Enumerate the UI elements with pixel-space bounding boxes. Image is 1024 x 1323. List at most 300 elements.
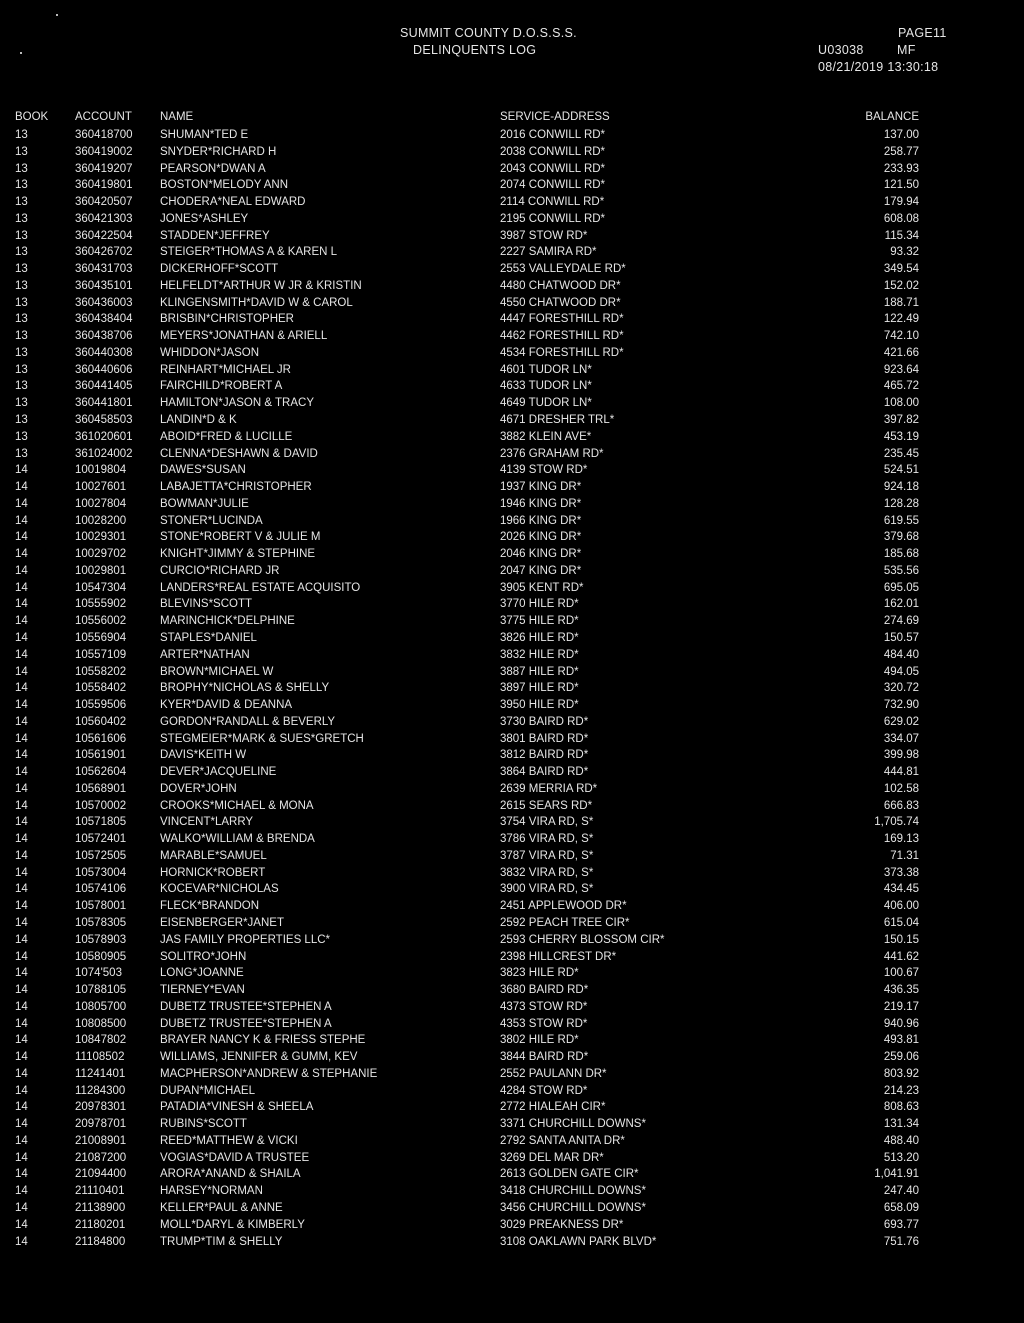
name-cell: STONER*LUCINDA xyxy=(160,514,263,527)
table-row xyxy=(0,714,1024,731)
balance-cell: 102.58 xyxy=(883,782,919,795)
name-cell: CLENNA*DESHAWN & DAVID xyxy=(160,447,318,460)
account-cell: 360418700 xyxy=(75,129,133,141)
balance-cell: 465.72 xyxy=(883,380,919,393)
account-cell: 11284300 xyxy=(75,1084,126,1097)
service-address-cell: 3844 BAIRD RD* xyxy=(500,1051,589,1064)
account-cell: 10847802 xyxy=(75,1034,127,1047)
balance-cell: 108.00 xyxy=(883,397,919,410)
balance-cell: 399.98 xyxy=(883,749,919,762)
table-row xyxy=(0,1234,1024,1251)
account-cell: 360440308 xyxy=(75,346,133,359)
service-address-cell: 3770 HILE RD* xyxy=(500,598,579,611)
account-cell: 10029801 xyxy=(75,564,127,577)
service-address-cell: 4601 TUDOR LN* xyxy=(500,363,592,376)
table-row xyxy=(0,630,1024,647)
name-cell: BRISBIN*CHRISTOPHER xyxy=(160,313,294,326)
account-cell: 10574106 xyxy=(75,883,127,896)
account-cell: 10572505 xyxy=(75,849,127,862)
table-row xyxy=(0,647,1024,664)
table-row xyxy=(0,328,1024,345)
service-address-cell: 4671 DRESHER TRL* xyxy=(500,414,615,427)
table-row xyxy=(0,949,1024,966)
table-row xyxy=(0,1133,1024,1150)
name-cell: STAPLES*DANIEL xyxy=(160,631,257,644)
book-cell: 14 xyxy=(15,1134,28,1147)
table-row xyxy=(0,1099,1024,1116)
service-address-cell: 4373 STOW RD* xyxy=(500,1000,588,1013)
book-cell: 14 xyxy=(15,699,28,712)
service-address-cell: 4480 CHATWOOD DR* xyxy=(500,279,621,292)
balance-cell: 100.67 xyxy=(883,967,919,980)
book-cell: 13 xyxy=(15,229,28,242)
table-row xyxy=(0,1032,1024,1049)
account-cell: 360440606 xyxy=(75,363,133,376)
service-address-cell: 2046 KING DR* xyxy=(500,548,582,561)
account-cell: 10572401 xyxy=(75,833,127,846)
table-row xyxy=(0,446,1024,463)
book-cell: 13 xyxy=(15,246,28,259)
table-row xyxy=(0,613,1024,630)
account-cell: 10027804 xyxy=(75,497,127,510)
table-row xyxy=(0,529,1024,546)
account-cell: 361024002 xyxy=(75,447,133,460)
table-row xyxy=(0,546,1024,563)
account-cell: 360419002 xyxy=(75,145,133,158)
account-cell: 10558202 xyxy=(75,665,127,678)
account-cell: 361020601 xyxy=(75,430,133,443)
service-address-cell: 2074 CONWILL RD* xyxy=(500,179,606,192)
balance-cell: 259.06 xyxy=(883,1051,919,1064)
service-address-cell: 3987 STOW RD* xyxy=(500,229,588,242)
name-cell: LABAJETTA*CHRISTOPHER xyxy=(160,481,312,494)
name-cell: DUBETZ TRUSTEE*STEPHEN A xyxy=(160,1000,332,1013)
service-address-cell: 3801 BAIRD RD* xyxy=(500,732,589,745)
book-cell: 14 xyxy=(15,749,28,762)
name-cell: SHUMAN*TED E xyxy=(160,129,249,141)
service-address-cell: 2792 SANTA ANITA DR* xyxy=(500,1134,625,1147)
service-address-cell: 3456 CHURCHILL DOWNS* xyxy=(500,1202,646,1214)
table-row xyxy=(0,1016,1024,1033)
account-cell: 21138900 xyxy=(75,1202,126,1214)
name-cell: TIERNEY*EVAN xyxy=(160,984,245,997)
name-cell: SNYDER*RICHARD H xyxy=(160,145,277,158)
book-cell: 14 xyxy=(15,531,28,544)
account-cell: 21008901 xyxy=(75,1134,127,1147)
account-cell: 10556904 xyxy=(75,631,127,644)
scan-speck xyxy=(56,14,58,16)
account-cell: 360421303 xyxy=(75,212,133,225)
balance-cell: 732.90 xyxy=(883,699,919,712)
service-address-cell: 3950 HILE RD* xyxy=(500,699,579,712)
name-cell: CROOKS*MICHAEL & MONA xyxy=(160,799,314,812)
table-row xyxy=(0,814,1024,831)
table-row xyxy=(0,781,1024,798)
service-address-cell: 2043 CONWILL RD* xyxy=(500,162,606,175)
name-cell: KNIGHT*JIMMY & STEPHINE xyxy=(160,548,316,561)
table-row xyxy=(0,211,1024,228)
account-cell: 10029301 xyxy=(75,531,127,544)
balance-cell: 441.62 xyxy=(883,950,919,963)
account-cell: 360426702 xyxy=(75,246,133,259)
account-cell: 10571805 xyxy=(75,816,127,829)
account-cell: 21110401 xyxy=(75,1185,125,1198)
service-address-cell: 3775 HILE RD* xyxy=(500,615,579,628)
table-row xyxy=(0,697,1024,714)
balance-cell: 535.56 xyxy=(883,564,919,577)
book-cell: 13 xyxy=(15,129,28,141)
table-row xyxy=(0,999,1024,1016)
table-row xyxy=(0,731,1024,748)
account-cell: 10027601 xyxy=(75,481,127,494)
service-address-cell: 3029 PREAKNESS DR* xyxy=(500,1218,624,1231)
table-row xyxy=(0,881,1024,898)
name-cell: DUBETZ TRUSTEE*STEPHEN A xyxy=(160,1017,332,1030)
name-cell: CHODERA*NEAL EDWARD xyxy=(160,196,306,209)
book-cell: 14 xyxy=(15,732,28,745)
service-address-cell: 2639 MERRIA RD* xyxy=(500,782,598,795)
balance-cell: 658.09 xyxy=(883,1202,919,1214)
name-cell: KLINGENSMITH*DAVID W & CAROL xyxy=(160,296,353,309)
book-cell: 14 xyxy=(15,1067,28,1080)
account-cell: 10805700 xyxy=(75,1000,127,1013)
balance-cell: 152.02 xyxy=(883,279,919,292)
name-cell: STEGMEIER*MARK & SUES*GRETCH xyxy=(160,732,364,745)
name-cell: BLEVINS*SCOTT xyxy=(160,598,253,611)
name-cell: BROPHY*NICHOLAS & SHELLY xyxy=(160,682,330,695)
user-code: MF xyxy=(897,43,916,57)
balance-cell: 150.15 xyxy=(883,933,919,946)
service-address-cell: 2195 CONWILL RD* xyxy=(500,212,606,225)
balance-cell: 379.68 xyxy=(883,531,919,544)
table-row xyxy=(0,1066,1024,1083)
book-cell: 14 xyxy=(15,1202,28,1214)
account-cell: 360419207 xyxy=(75,162,133,175)
account-cell: 1074'503 xyxy=(75,967,122,980)
service-address-cell: 2227 SAMIRA RD* xyxy=(500,246,597,259)
name-cell: BOWMAN*JULIE xyxy=(160,497,249,510)
account-cell: 21180201 xyxy=(75,1218,126,1231)
name-cell: REINHART*MICHAEL JR xyxy=(160,363,291,376)
table-row xyxy=(0,1083,1024,1100)
table-row xyxy=(0,228,1024,245)
account-cell: 21087200 xyxy=(75,1151,127,1164)
account-cell: 10559506 xyxy=(75,699,127,712)
service-address-cell: 2451 APPLEWOOD DR* xyxy=(500,900,627,913)
table-row xyxy=(0,362,1024,379)
service-address-cell: 2398 HILLCREST DR* xyxy=(500,950,617,963)
balance-cell: 494.05 xyxy=(883,665,919,678)
name-cell: HELFELDT*ARTHUR W JR & KRISTIN xyxy=(160,279,362,292)
name-cell: KYER*DAVID & DEANNA xyxy=(160,699,293,712)
name-cell: GORDON*RANDALL & BEVERLY xyxy=(160,715,336,728)
book-cell: 13 xyxy=(15,279,28,292)
name-cell: MACPHERSON*ANDREW & STEPHANIE xyxy=(160,1067,378,1080)
service-address-cell: 3371 CHURCHILL DOWNS* xyxy=(500,1118,646,1131)
book-cell: 14 xyxy=(15,833,28,846)
book-cell: 14 xyxy=(15,1218,28,1231)
service-address-cell: 3680 BAIRD RD* xyxy=(500,984,589,997)
book-cell: 14 xyxy=(15,581,28,594)
name-cell: HARSEY*NORMAN xyxy=(160,1185,263,1198)
table-row xyxy=(0,496,1024,513)
book-cell: 13 xyxy=(15,145,28,158)
account-cell: 10557109 xyxy=(75,648,127,661)
account-cell: 10019804 xyxy=(75,464,127,477)
balance-cell: 421.66 xyxy=(883,346,919,359)
name-cell: WILLIAMS, JENNIFER & GUMM, KEV xyxy=(160,1051,358,1064)
balance-cell: 235.45 xyxy=(883,447,919,460)
service-address-cell: 3812 BAIRD RD* xyxy=(500,749,589,762)
name-cell: MOLL*DARYL & KIMBERLY xyxy=(160,1218,305,1231)
name-cell: SOLITRO*JOHN xyxy=(160,950,247,963)
table-row xyxy=(0,462,1024,479)
name-cell: CURCIO*RICHARD JR xyxy=(160,564,280,577)
balance-cell: 666.83 xyxy=(883,799,919,812)
balance-cell: 219.17 xyxy=(883,1000,919,1013)
service-address-cell: 3832 HILE RD* xyxy=(500,648,579,661)
report-subtitle: DELINQUENTS LOG xyxy=(413,43,537,57)
book-cell: 14 xyxy=(15,564,28,577)
account-cell: 10556002 xyxy=(75,615,127,628)
account-cell: 360422504 xyxy=(75,229,133,242)
service-address-cell: 3787 VIRA RD, S* xyxy=(500,849,594,862)
name-cell: STONE*ROBERT V & JULIE M xyxy=(160,531,321,544)
balance-cell: 334.07 xyxy=(883,732,919,745)
book-cell: 14 xyxy=(15,967,28,980)
name-cell: JAS FAMILY PROPERTIES LLC* xyxy=(160,933,331,946)
book-cell: 14 xyxy=(15,1017,28,1030)
book-cell: 13 xyxy=(15,363,28,376)
account-cell: 360436003 xyxy=(75,296,133,309)
table-row xyxy=(0,664,1024,681)
name-cell: ARTER*NATHAN xyxy=(160,648,250,661)
table-row xyxy=(0,1166,1024,1183)
book-cell: 14 xyxy=(15,631,28,644)
service-address-cell: 4534 FORESTHILL RD* xyxy=(500,346,624,359)
table-row xyxy=(0,1200,1024,1217)
name-cell: MARABLE*SAMUEL xyxy=(160,849,267,862)
service-address-cell: 3864 BAIRD RD* xyxy=(500,766,589,779)
balance-cell: 924.18 xyxy=(883,481,919,494)
name-cell: BROWN*MICHAEL W xyxy=(160,665,274,678)
account-cell: 10570002 xyxy=(75,799,127,812)
book-cell: 14 xyxy=(15,665,28,678)
balance-cell: 608.08 xyxy=(883,212,919,225)
balance-cell: 258.77 xyxy=(883,145,919,158)
table-row xyxy=(0,747,1024,764)
account-cell: 360420507 xyxy=(75,196,133,209)
book-cell: 14 xyxy=(15,715,28,728)
account-cell: 10578903 xyxy=(75,933,127,946)
name-cell: TRUMP*TIM & SHELLY xyxy=(160,1235,283,1248)
book-cell: 14 xyxy=(15,883,28,896)
column-header-balance: BALANCE xyxy=(865,111,919,123)
table-row xyxy=(0,278,1024,295)
balance-cell: 695.05 xyxy=(883,581,919,594)
service-address-cell: 3786 VIRA RD, S* xyxy=(500,833,594,846)
account-cell: 10788105 xyxy=(75,984,127,997)
service-address-cell: 3754 VIRA RD, S* xyxy=(500,816,594,829)
book-cell: 14 xyxy=(15,615,28,628)
balance-cell: 803.92 xyxy=(883,1067,919,1080)
balance-cell: 434.45 xyxy=(883,883,919,896)
service-address-cell: 1937 KING DR* xyxy=(500,481,582,494)
balance-cell: 185.68 xyxy=(883,548,919,561)
table-row xyxy=(0,1217,1024,1234)
table-row xyxy=(0,395,1024,412)
page-label: PAGE xyxy=(898,26,934,40)
name-cell: ABOID*FRED & LUCILLE xyxy=(160,430,293,443)
book-cell: 14 xyxy=(15,1084,28,1097)
balance-cell: 406.00 xyxy=(883,900,919,913)
book-cell: 14 xyxy=(15,799,28,812)
service-address-cell: 3823 HILE RD* xyxy=(500,967,579,980)
table-row xyxy=(0,798,1024,815)
balance-cell: 493.81 xyxy=(883,1034,919,1047)
book-cell: 14 xyxy=(15,1118,28,1131)
table-row xyxy=(0,244,1024,261)
service-address-cell: 1946 KING DR* xyxy=(500,497,582,510)
account-cell: 10573004 xyxy=(75,866,127,879)
name-cell: DAWES*SUSAN xyxy=(160,464,246,477)
service-address-cell: 3897 HILE RD* xyxy=(500,682,579,695)
account-cell: 10558402 xyxy=(75,682,127,695)
name-cell: BRAYER NANCY K & FRIESS STEPHE xyxy=(160,1034,366,1047)
table-row xyxy=(0,563,1024,580)
report-title: SUMMIT COUNTY D.O.S.S.S. xyxy=(400,26,577,40)
table-row xyxy=(0,412,1024,429)
balance-cell: 169.13 xyxy=(883,833,919,846)
table-row xyxy=(0,479,1024,496)
name-cell: DICKERHOFF*SCOTT xyxy=(160,263,279,276)
balance-cell: 274.69 xyxy=(883,615,919,628)
book-cell: 14 xyxy=(15,682,28,695)
table-row xyxy=(0,932,1024,949)
name-cell: RUBINS*SCOTT xyxy=(160,1118,247,1131)
service-address-cell: 2026 KING DR* xyxy=(500,531,582,544)
account-cell: 360435101 xyxy=(75,279,133,292)
table-row xyxy=(0,965,1024,982)
book-cell: 14 xyxy=(15,933,28,946)
service-address-cell: 2376 GRAHAM RD* xyxy=(500,447,604,460)
table-row xyxy=(0,680,1024,697)
name-cell: LANDIN*D & K xyxy=(160,414,237,427)
account-cell: 10568901 xyxy=(75,782,127,795)
balance-cell: 71.31 xyxy=(890,849,919,862)
name-cell: DOVER*JOHN xyxy=(160,782,237,795)
table-row xyxy=(0,513,1024,530)
balance-cell: 436.35 xyxy=(883,984,919,997)
table-row xyxy=(0,898,1024,915)
user-id: U03038 xyxy=(818,43,864,57)
service-address-cell: 4353 STOW RD* xyxy=(500,1017,588,1030)
table-row xyxy=(0,1183,1024,1200)
table-row xyxy=(0,144,1024,161)
book-cell: 14 xyxy=(15,481,28,494)
balance-cell: 923.64 xyxy=(883,363,919,376)
account-cell: 11108502 xyxy=(75,1051,125,1064)
balance-cell: 179.94 xyxy=(883,196,919,209)
book-cell: 14 xyxy=(15,1051,28,1064)
book-cell: 14 xyxy=(15,900,28,913)
book-cell: 13 xyxy=(15,330,28,343)
name-cell: MARINCHICK*DELPHINE xyxy=(160,615,295,628)
account-cell: 10561606 xyxy=(75,732,127,745)
balance-cell: 619.55 xyxy=(883,514,919,527)
table-row xyxy=(0,580,1024,597)
book-cell: 14 xyxy=(15,1168,28,1181)
balance-cell: 484.40 xyxy=(883,648,919,661)
balance-cell: 693.77 xyxy=(883,1218,919,1231)
balance-cell: 453.19 xyxy=(883,430,919,443)
name-cell: FAIRCHILD*ROBERT A xyxy=(160,380,283,393)
balance-cell: 615.04 xyxy=(883,916,919,929)
balance-cell: 115.34 xyxy=(884,229,919,242)
service-address-cell: 2552 PAULANN DR* xyxy=(500,1067,607,1080)
book-cell: 13 xyxy=(15,296,28,309)
book-cell: 14 xyxy=(15,598,28,611)
page-number: 11 xyxy=(933,26,947,40)
account-cell: 360458503 xyxy=(75,414,133,427)
book-cell: 13 xyxy=(15,430,28,443)
service-address-cell: 4447 FORESTHILL RD* xyxy=(500,313,624,326)
balance-cell: 940.96 xyxy=(883,1017,919,1030)
table-row xyxy=(0,127,1024,144)
balance-cell: 131.34 xyxy=(883,1118,919,1131)
service-address-cell: 3802 HILE RD* xyxy=(500,1034,579,1047)
account-cell: 10561901 xyxy=(75,749,127,762)
service-address-cell: 4633 TUDOR LN* xyxy=(500,380,592,393)
column-header-account: ACCOUNT xyxy=(75,111,132,123)
table-row xyxy=(0,1049,1024,1066)
name-cell: EISENBERGER*JANET xyxy=(160,916,284,929)
column-header-row xyxy=(0,111,1024,127)
service-address-cell: 3826 HILE RD* xyxy=(500,631,579,644)
account-cell: 10578001 xyxy=(75,900,127,913)
service-address-cell: 3269 DEL MAR DR* xyxy=(500,1151,604,1164)
service-address-cell: 4462 FORESTHILL RD* xyxy=(500,330,624,343)
name-cell: PEARSON*DWAN A xyxy=(160,162,266,175)
table-row xyxy=(0,261,1024,278)
balance-cell: 137.00 xyxy=(883,129,919,141)
service-address-cell: 4649 TUDOR LN* xyxy=(500,397,592,410)
balance-cell: 397.82 xyxy=(883,414,919,427)
name-cell: REED*MATTHEW & VICKI xyxy=(160,1134,298,1147)
book-cell: 13 xyxy=(15,196,28,209)
table-row xyxy=(0,295,1024,312)
account-cell: 10547304 xyxy=(75,581,127,594)
account-cell: 11241401 xyxy=(75,1067,126,1080)
name-cell: KOCEVAR*NICHOLAS xyxy=(160,883,279,896)
book-cell: 14 xyxy=(15,866,28,879)
name-cell: HAMILTON*JASON & TRACY xyxy=(160,397,315,410)
account-cell: 21094400 xyxy=(75,1168,127,1181)
book-cell: 13 xyxy=(15,212,28,225)
account-cell: 21184800 xyxy=(75,1235,126,1248)
name-cell: WHIDDON*JASON xyxy=(160,346,260,359)
book-cell: 14 xyxy=(15,1185,28,1198)
name-cell: KELLER*PAUL & ANNE xyxy=(160,1202,283,1214)
account-cell: 360431703 xyxy=(75,263,133,276)
account-cell: 360438706 xyxy=(75,330,133,343)
service-address-cell: 1966 KING DR* xyxy=(500,514,582,527)
table-row xyxy=(0,345,1024,362)
account-cell: 360438404 xyxy=(75,313,133,326)
table-row xyxy=(0,378,1024,395)
balance-cell: 444.81 xyxy=(883,766,919,779)
book-cell: 14 xyxy=(15,816,28,829)
